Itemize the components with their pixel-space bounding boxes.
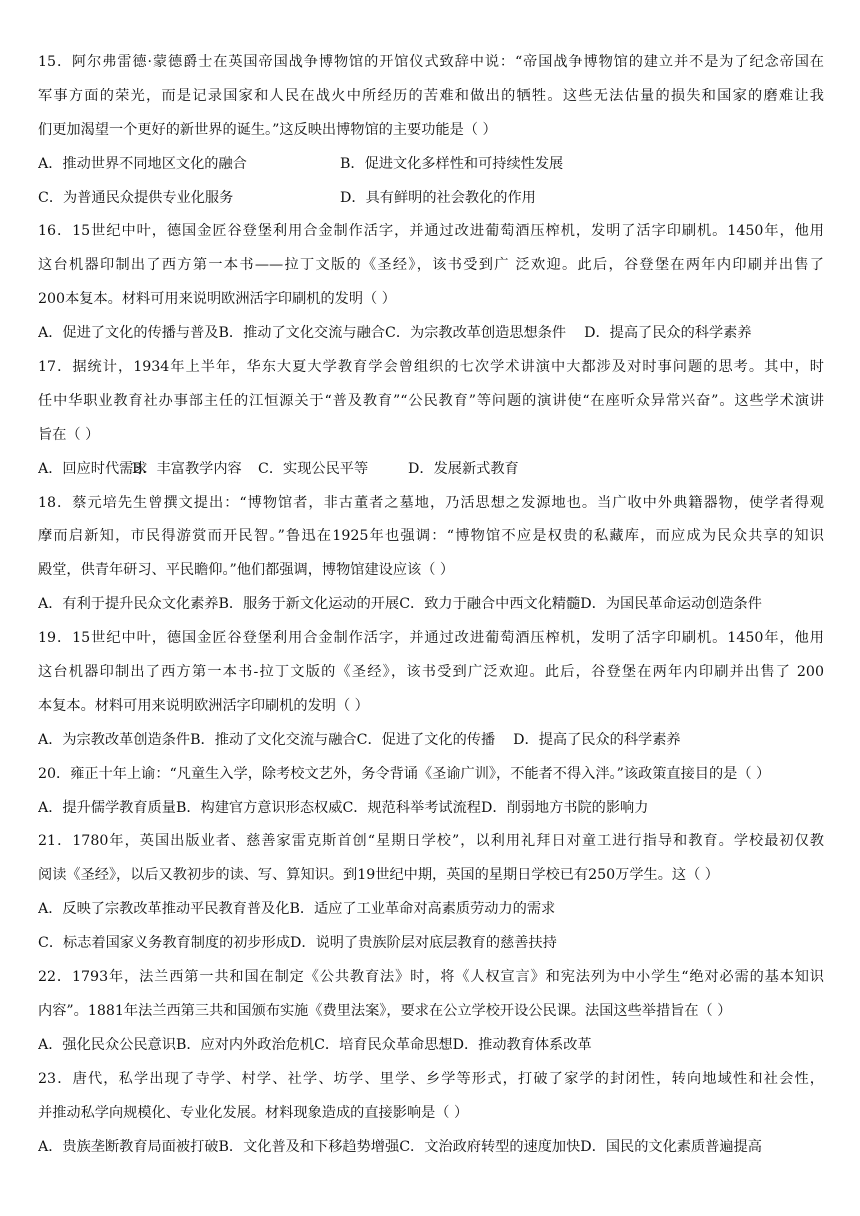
question-22 (38, 961, 824, 1063)
question-17-stem-line-2: 任中华职业教育社办事部主任的江恒源关于“普及教育”“公民教育”等问题的演讲使“在座听众异常兴奋”。这些学术演讲 (38, 392, 824, 409)
question-19 (38, 622, 824, 758)
question-19-stem-line-3: 本复本。材料可用来说明欧洲活字印刷机的发明（ ） (38, 697, 369, 714)
option-d[interactable]: D．为国民革命运动创造条件 (580, 596, 762, 613)
question-16-stem-line-1: 16．15世纪中叶，德国金匠谷登堡利用合金制作活字，并通过改进葡萄酒压榨机，发明了活字印刷机。1450年，他用 (38, 223, 824, 240)
question-16-options-row (38, 317, 824, 351)
exam-page (38, 46, 824, 1164)
question-23-stem-line-2: 并推动私学向规模化、专业化发展。材料现象造成的直接影响是（ ） (38, 1104, 469, 1121)
option-a[interactable]: A．反映了宗教改革推动平民教育普及化 (38, 901, 290, 918)
question-17-stem-line-1: 17．据统计，1934年上半年，华东大夏大学教育学会曾组织的七次学术讲演中大都涉及对时事问题的思考。其中，时 (38, 359, 824, 376)
option-c[interactable]: C．文治政府转型的速度加快 (399, 1138, 581, 1155)
option-d[interactable]: D．提高了民众的科学素养 (584, 325, 752, 342)
question-15-options-row-1 (38, 148, 824, 182)
option-c[interactable]: C．促进了文化的传播 (356, 731, 496, 748)
question-19-options-row (38, 724, 824, 758)
question-15 (38, 46, 824, 215)
option-d[interactable]: D．说明了贵族阶层对底层教育的慈善扶持 (290, 935, 557, 952)
question-18-options-row (38, 588, 824, 622)
question-22-stem-line-2: 内容”。1881年法兰西第三共和国颁布实施《费里法案》，要求在公立学校开设公民课。法国这些举措旨在（ ） (38, 1002, 732, 1019)
option-c[interactable]: C．实现公民平等 (258, 460, 369, 477)
question-21-stem-line-2: 阅读《圣经》，以后又教初步的读、写、算知识。到19世纪中期，英国的星期日学校已有250万学生。这（ ） (38, 867, 719, 884)
option-b[interactable]: B．构建官方意识形态权威 (175, 799, 343, 816)
question-15-stem-line-1: 15．阿尔弗雷德·蒙德爵士在英国帝国战争博物馆的开馆仪式致辞中说：“帝国战争博物馆的建立并不是为了纪念帝国在 (38, 54, 824, 70)
option-a[interactable]: A．促进了文化的传播与普及 (38, 325, 219, 342)
question-23-options-row (38, 1131, 824, 1165)
option-d[interactable]: D．提高了民众的科学素养 (513, 731, 681, 748)
option-b[interactable]: B．适应了工业革命对高素质劳动力的需求 (289, 901, 556, 918)
option-c[interactable]: C．致力于融合中西文化精髓 (399, 596, 581, 613)
option-b[interactable]: B．服务于新文化运动的开展 (218, 596, 400, 613)
question-15-stem-line-2: 军事方面的荣光，而是记录国家和人民在战火中所经历的苦难和做出的牺牲。这些无法估量的损失和国家的磨难让我 (38, 87, 824, 104)
option-d[interactable]: D．国民的文化素质普遍提高 (580, 1138, 762, 1155)
question-17-stem-line-3: 旨在（ ） (38, 426, 100, 443)
question-15-stem-line-3: 们更加渴望一个更好的新世界的诞生。”这反映出博物馆的主要功能是（ ） (38, 121, 497, 138)
question-15-options-row-2 (38, 182, 824, 216)
option-b[interactable]: B．推动了文化交流与融合 (190, 731, 357, 748)
question-21-options-row-2 (38, 927, 824, 961)
question-23-stem-line-1: 23．唐代，私学出现了寺学、村学、社学、坊学、里学、乡学等形式，打破了家学的封闭性，转向地域性和社会性， (38, 1070, 824, 1087)
option-b[interactable]: B．文化普及和下移趋势增强 (218, 1138, 400, 1155)
question-22-options-row (38, 1029, 824, 1063)
option-c[interactable]: C．为普通民众提供专业化服务 (38, 189, 234, 206)
option-c[interactable]: C．标志着国家义务教育制度的初步形成 (38, 935, 291, 952)
question-22-stem-line-1: 22．1793年，法兰西第一共和国在制定《公共教育法》时，将《人权宣言》和宪法列为中小学生“绝对必需的基本知识 (38, 969, 824, 986)
question-20-options-row (38, 792, 824, 826)
question-16-stem-line-3: 200本复本。材料可用来说明欧洲活字印刷机的发明（ ） (38, 291, 396, 308)
question-20-stem-line-1: 20．雍正十年上谕：“凡童生入学，除考校文艺外，务令背诵《圣谕广训》，不能者不得入泮。”该政策直接目的是（ ） (38, 765, 771, 782)
question-17-options-row (38, 453, 824, 487)
question-16-stem-line-2: 这台机器印制出了西方第一本书——拉丁文版的《圣经》，该书受到广 泛欢迎。此后，谷登堡在两年内印刷并出售了 (38, 257, 824, 274)
option-a[interactable]: A．推动世界不同地区文化的融合 (38, 155, 247, 172)
option-b[interactable]: B．促进文化多样性和可持续性发展 (340, 155, 564, 172)
option-c[interactable]: C．为宗教改革创造思想条件 (385, 325, 567, 342)
question-16 (38, 215, 824, 351)
option-d[interactable]: D．削弱地方书院的影响力 (480, 799, 649, 816)
option-d[interactable]: D．具有鲜明的社会教化的作用 (340, 189, 536, 206)
question-18-stem-line-1: 18．蔡元培先生曾撰文提出：“博物馆者，非古董者之墓地，乃活思想之发源地也。当广收中外典籍器物，使学者得观 (38, 494, 824, 511)
question-18-stem-line-3: 殿堂，供青年研习、平民瞻仰。”他们都强调，博物馆建设应该（ ） (38, 562, 455, 579)
option-a[interactable]: A．贵族垄断教育局面被打破 (38, 1138, 219, 1155)
option-c[interactable]: C．培育民众革命思想 (314, 1036, 453, 1053)
option-d[interactable]: D．发展新式教育 (408, 460, 519, 477)
question-19-stem-line-2: 这台机器印制出了西方第一本书-拉丁文版的《圣经》，该书受到广泛欢迎。此后，谷登堡在两年内印刷并出售了 200 (38, 664, 824, 681)
question-23 (38, 1063, 824, 1165)
question-21 (38, 825, 824, 961)
option-a[interactable]: A．强化民众公民意识 (38, 1036, 176, 1053)
option-a[interactable]: A．为宗教改革创造条件 (38, 731, 191, 748)
question-20 (38, 758, 824, 826)
option-b[interactable]: B．推动了文化交流与融合 (218, 325, 385, 342)
question-18-stem-line-2: 摩而启新知，市民得游赏而开民智。”鲁迅在1925年也强调：“博物馆不应是权贵的私藏库，而应成为民众共享的知识 (38, 528, 824, 545)
option-a[interactable]: A．提升儒学教育质量 (38, 799, 176, 816)
option-d[interactable]: D．推动教育体系改革 (452, 1036, 592, 1053)
question-19-stem-line-1: 19．15世纪中叶，德国金匠谷登堡利用合金制作活字，并通过改进葡萄酒压榨机，发明了活字印刷机。1450年，他用 (38, 630, 824, 647)
option-c[interactable]: C．规范科举考试流程 (342, 799, 481, 816)
question-21-options-row-1 (38, 893, 824, 927)
option-a[interactable]: A．回应时代需求 (38, 460, 148, 477)
question-17 (38, 351, 824, 487)
question-18 (38, 487, 824, 623)
option-b[interactable]: B．应对内外政治危机 (175, 1036, 315, 1053)
option-b[interactable]: B．丰富教学内容 (132, 460, 242, 477)
question-21-stem-line-1: 21．1780年，英国出版业者、慈善家雷克斯首创“星期日学校”，以利用礼拜日对童工进行指导和教育。学校最初仅教 (38, 833, 824, 850)
option-a[interactable]: A．有利于提升民众文化素养 (38, 596, 219, 613)
